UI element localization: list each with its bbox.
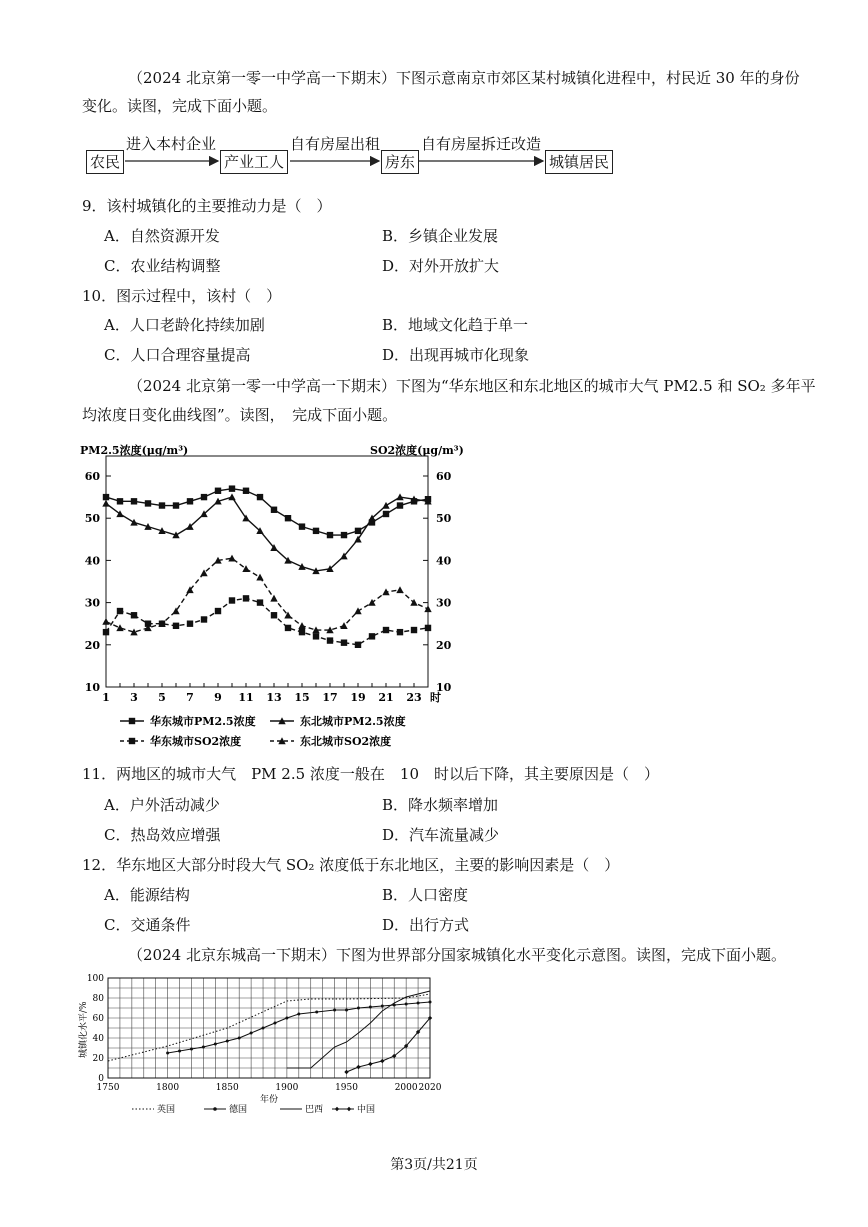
series-2-point [262,1027,265,1030]
question-11-stem: 11．两地区的城市大气 PM 2.5 浓度一般在 10 时以后下降，其主要原因是（ ） [82,765,660,783]
y-tick-label-left: 40 [84,554,100,568]
series-1-point [187,498,193,504]
series-3-point [201,616,207,622]
left-axis-label: PM2.5浓度(μg/m³) [80,444,189,457]
series-1-point [383,511,389,517]
series-1-point [313,528,319,534]
series-2-point [333,1009,336,1012]
series-2-point [382,502,389,509]
flow-label-1: 进入本村企业 [126,135,217,153]
x-tick-label: 21 [378,691,394,704]
flow-node-farmer: 农民 [86,150,124,174]
series-3-point [411,627,417,633]
series-3-point [355,642,361,648]
legend-label: 德国 [229,1105,248,1115]
series-4-point [356,1065,360,1069]
y-axis-label: 城镇化水平/% [79,1001,89,1058]
question-12-stem: 12．华东地区大部分时段大气 SO₂ 浓度低于东北地区，主要的影响因素是（ ） [82,856,620,874]
series-3-point [285,625,291,631]
intro3-line1: （2024 北京东城高一下期末）下图为世界部分国家城镇化水平变化示意图。读图，完成下面小题。 [128,946,786,964]
series-1-point [145,500,151,506]
y-tick-label-right: 60 [436,470,452,483]
series-4-point [344,1070,348,1074]
page-footer: 第3页/共21页 [390,1157,478,1173]
series-4-point [380,1059,384,1063]
legend-marker [335,1107,339,1111]
series-3-point [131,612,137,618]
x-tick-label: 1 [102,691,110,704]
x-tick-label: 9 [214,691,222,704]
x-tick-label: 23 [406,691,422,704]
series-4-point [354,607,361,614]
series-1-point [397,502,403,508]
right-axis-label: SO2浓度(μg/m³) [370,444,464,457]
series-1-point [271,507,277,513]
series-1-point [201,494,207,500]
y-tick-label-right: 50 [436,512,452,526]
series-1-point [103,494,109,500]
x-tick-label: 2020 [418,1083,442,1093]
series-2-point [228,493,235,500]
q9-option-b: B．乡镇企业发展 [382,227,499,245]
series-line-3 [106,598,428,644]
y-tick-label-left: 10 [84,681,100,694]
q11-option-a: A．户外活动减少 [104,796,220,814]
legend-label: 华东城市SO2浓度 [150,735,242,748]
series-3-point [187,621,193,627]
q12-option-c: C．交通条件 [104,916,191,934]
intro2-line2: 均浓度日变化曲线图”。读图， 完成下面小题。 [82,406,398,424]
series-4-point [270,595,277,602]
series-3-point [103,629,109,635]
legend-label: 东北城市PM2.5浓度 [300,715,406,728]
series-1-point [131,498,137,504]
series-1-point [355,528,361,534]
x-tick-label: 3 [130,691,138,704]
q11-option-d: D．汽车流量减少 [382,826,500,844]
y-tick-label: 100 [86,974,104,984]
series-4-point [410,599,417,606]
y-tick-label-left: 50 [84,512,100,526]
x-tick-label: 1900 [275,1083,299,1093]
series-2-point [345,1009,348,1012]
series-3-point [271,612,277,618]
flow-node-resident: 城镇居民 [545,150,613,174]
series-4-point [382,588,389,595]
legend-marker [129,738,135,744]
series-4-point [256,574,263,581]
series-line-4 [106,558,428,632]
y-tick-label-left: 20 [84,638,100,652]
series-2-point [214,1043,217,1046]
y-tick-label: 0 [98,1074,104,1084]
q10-option-d: D．出现再城市化现象 [382,346,530,364]
y-tick-label: 60 [92,1014,104,1024]
series-3-point [313,633,319,639]
series-1-point [327,532,333,538]
series-2-point [202,1046,205,1049]
series-2-point [369,1006,372,1009]
series-4-point [102,618,109,625]
q12-option-b: B．人口密度 [382,886,469,904]
series-3-point [327,637,333,643]
series-2-point [178,1050,181,1053]
pm25-so2-chart [70,438,464,756]
x-tick-label: 15 [294,691,310,704]
q12-option-a: A．能源结构 [104,886,190,904]
y-tick-label-right: 30 [436,596,452,610]
series-1-point [285,515,291,521]
series-1-point [229,485,235,491]
series-2-point [417,1002,420,1005]
legend-marker [129,718,135,724]
y-tick-label: 80 [92,994,104,1004]
series-1-point [215,488,221,494]
flow-label-2: 自有房屋出租 [290,135,381,153]
series-2-point [381,1005,384,1008]
series-4-point [116,624,123,631]
flow-node-landlord: 房东 [381,150,419,174]
y-tick-label-left: 60 [84,470,100,483]
y-tick-label: 20 [92,1054,104,1064]
intro1-line2: 变化。读图，完成下面小题。 [82,97,278,115]
series-2-point [357,1007,360,1010]
x-tick-label: 19 [350,691,366,704]
series-2-point [166,1052,169,1055]
series-4-point [368,1062,372,1066]
series-2-point [238,1037,241,1040]
q10-option-b: B．地域文化趋于单一 [382,316,529,334]
series-2-point [315,1011,318,1014]
q12-option-d: D．出行方式 [382,916,470,934]
q9-option-a: A．自然资源开发 [104,227,220,245]
x-axis-label: 年份 [259,1095,279,1105]
flow-arrows [0,0,868,200]
series-1-point [299,523,305,529]
y-tick-label-right: 40 [436,554,452,568]
legend-label: 英国 [157,1105,176,1115]
series-2-point [285,1017,288,1020]
series-2-point [273,1022,276,1025]
q11-option-b: B．降水频率增加 [382,796,499,814]
x-tick-label: 1800 [156,1083,180,1093]
q11-option-c: C．热岛效应增强 [104,826,221,844]
series-2-point [226,1040,229,1043]
series-3-point [215,608,221,614]
question-9-stem: 9．该村城镇化的主要推动力是（ ） [82,197,332,215]
x-tick-label: 7 [186,691,194,704]
series-3-point [425,625,431,631]
legend-marker [347,1107,351,1111]
x-axis-label: 时 [430,691,441,704]
series-3-point [257,599,263,605]
series-4-point [396,586,403,593]
series-3-point [117,608,123,614]
x-tick-label: 13 [266,691,282,704]
x-tick-label: 5 [158,691,166,704]
q9-option-c: C．农业结构调整 [104,257,221,275]
series-1-point [159,502,165,508]
series-1-point [243,488,249,494]
series-3-point [341,639,347,645]
y-tick-label: 40 [92,1034,104,1044]
series-line-2 [106,497,428,571]
series-2-point [130,519,137,526]
legend-label: 华东城市PM2.5浓度 [150,715,256,728]
x-tick-label: 1850 [215,1083,239,1093]
series-3-point [397,629,403,635]
x-tick-label: 1950 [335,1083,358,1093]
series-1-point [341,532,347,538]
series-3-point [173,623,179,629]
series-2-point [429,1001,432,1004]
urbanization-chart [70,970,450,1120]
series-4-point [424,605,431,612]
x-tick-label: 11 [238,691,254,704]
y-tick-label-right: 20 [436,638,452,652]
series-3-point [383,627,389,633]
x-tick-label: 1750 [96,1083,120,1093]
series-line-4 [347,1018,430,1072]
series-3-point [299,629,305,635]
question-10-stem: 10．图示过程中，该村（ ） [82,287,282,305]
series-line-1 [108,994,430,1061]
q10-option-c: C．人口合理容量提高 [104,346,251,364]
legend-label: 东北城市SO2浓度 [300,735,392,748]
series-2-point [190,1048,193,1051]
series-1-point [173,502,179,508]
intro1-line1: （2024 北京第一零一中学高一下期末）下图示意南京市郊区某村城镇化进程中，村民近 30 年的身份 [128,69,800,87]
legend-label: 中国 [357,1105,376,1115]
y-tick-label-left: 30 [84,596,100,610]
series-3-point [229,597,235,603]
q9-option-d: D．对外开放扩大 [382,257,500,275]
series-2-point [405,1003,408,1006]
series-2-point [102,500,109,507]
q10-option-a: A．人口老龄化持续加剧 [104,316,265,334]
x-tick-label: 2000 [394,1083,418,1093]
series-2-point [250,1032,253,1035]
series-1-point [257,494,263,500]
x-tick-label: 17 [322,691,338,704]
series-4-point [298,622,305,629]
series-3-point [243,595,249,601]
intro2-line1: （2024 北京第一零一中学高一下期末）下图为“华东地区和东北地区的城市大气 PM2.5 和 SO₂ 多年平 [128,377,816,395]
flow-label-3: 自有房屋拆迁改造 [421,135,542,153]
legend-label: 巴西 [305,1105,324,1115]
series-2-point [297,1013,300,1016]
series-2-point [298,563,305,570]
legend-marker [213,1107,217,1111]
flow-node-worker: 产业工人 [220,150,288,174]
series-3-point [369,633,375,639]
series-1-point [117,498,123,504]
y-tick-label-right: 10 [436,681,452,694]
plot-frame [106,456,428,687]
